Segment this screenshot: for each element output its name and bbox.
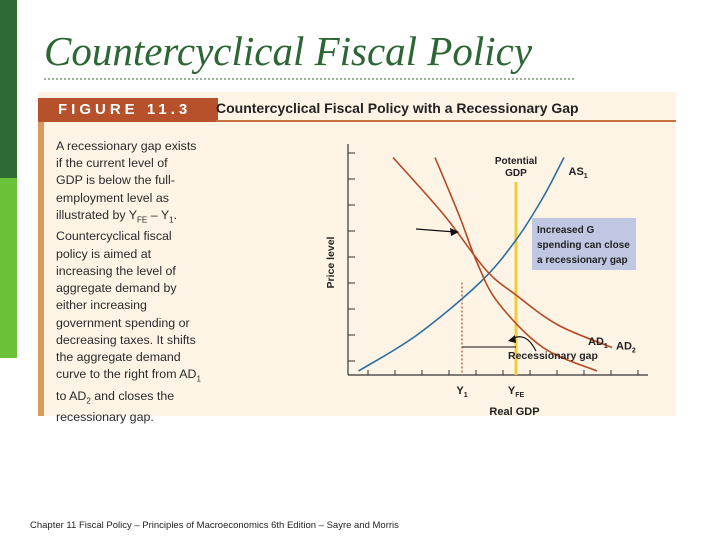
recessionary-gap-label: Recessionary gap [508, 350, 598, 362]
yfe-label: $Y_{FE}$ [507, 385, 525, 399]
annotation-line: a recessionary gap [537, 255, 628, 266]
potential-gdp-label: Potential [494, 156, 538, 167]
figure-title: Countercyclical Fiscal Policy with a Recessionary Gap [216, 100, 579, 116]
caption-line: Countercyclical fiscal [56, 229, 172, 244]
y1-label: $Y_1$ [456, 385, 468, 399]
figure-label: FIGURE 11.3 [38, 98, 218, 122]
caption-line: if the current level of [56, 156, 168, 171]
accent-bar-light [0, 178, 17, 358]
slide-footer: Chapter 11 Fiscal Policy – Principles of Macroeconomics 6th Edition – Sayre and Morris [30, 520, 399, 531]
annotation-line: Increased G [537, 225, 595, 236]
potential-gdp-label: GDP [505, 168, 527, 179]
caption-line: A recessionary gap exists [56, 139, 197, 153]
textbook-figure-panel [38, 92, 676, 425]
x-axis-label: Real GDP [489, 406, 540, 418]
caption-line: increasing the level of [56, 263, 176, 278]
shift-arrow-line [416, 229, 455, 232]
ad1-label: $AD_1$ [588, 336, 608, 350]
caption-line: recessionary gap. [56, 410, 154, 425]
caption-line: the aggregate demand [56, 349, 181, 364]
ad-as-diagram [38, 92, 676, 416]
slide-title: Countercyclical Fiscal Policy [44, 28, 533, 74]
caption-line: decreasing taxes. It shifts [56, 332, 196, 347]
annotation-line: spending can close [537, 240, 630, 251]
ad2-label: $AD_2$ [616, 340, 636, 355]
caption-line: aggregate demand by [56, 281, 177, 296]
caption-line: GDP is below the full- [56, 173, 175, 188]
caption-line: illustrated by $Y_{FE} - Y_1$. [56, 207, 178, 225]
caption-line: to $AD_2$ and closes the [56, 388, 175, 406]
caption-line: employment level as [56, 190, 169, 205]
caption-line: either increasing [56, 298, 147, 313]
accent-bar-dark [0, 0, 17, 178]
caption-line: government spending or [56, 315, 190, 330]
y-axis-label: Price level [325, 236, 337, 289]
as1-label: $AS_1$ [568, 166, 588, 180]
caption-line: policy is aimed at [56, 246, 152, 261]
title-underline [44, 78, 574, 80]
caption-line: curve to the right from $AD_1$ [56, 367, 201, 384]
gap-arrow-head [508, 335, 516, 343]
